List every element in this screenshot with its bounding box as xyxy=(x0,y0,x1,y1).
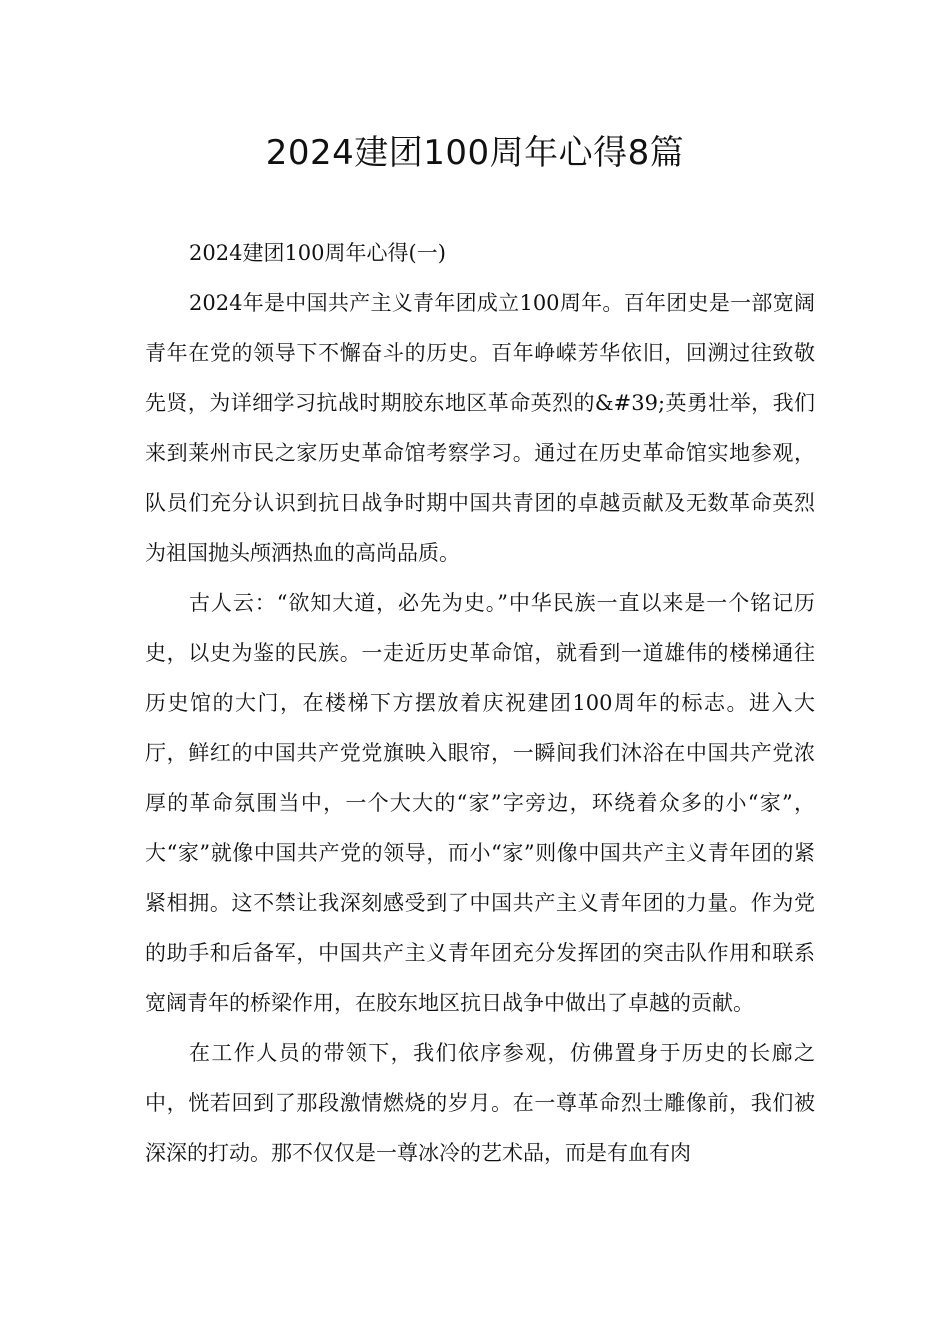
paragraph-1: 2024年是中国共产主义青年团成立100周年。百年团史是一部宽阔青年在党的领导下不懈奋斗的历史。百年峥嵘芳华依旧，回溯过往致敬先贤，为详细学习抗战时期胶东地区革命英烈的&#39;英勇壮举，我们来到莱州市民之家历史革命馆考察学习。通过在历史革命馆实地参观，队员们充分认识到抗日战争时期中国共青团的卓越贡献及无数革命英烈为祖国抛头颅洒热血的高尚品质。 xyxy=(145,291,815,565)
document-body xyxy=(145,228,815,1178)
paragraph-3: 在工作人员的带领下，我们依序参观，仿佛置身于历史的长廊之中，恍若回到了那段激情燃烧的岁月。在一尊革命烈士雕像前，我们被深深的打动。那不仅仅是一尊冰冷的艺术品，而是有血有肉 xyxy=(145,1041,815,1165)
document-title: 2024建团100周年心得8篇 xyxy=(265,133,685,173)
section-heading: 2024建团100周年心得(一) xyxy=(189,241,446,265)
paragraph-2: 古人云：“欲知大道，必先为史。”中华民族一直以来是一个铭记历史，以史为鉴的民族。一走近历史革命馆，就看到一道雄伟的楼梯通往历史馆的大门，在楼梯下方摆放着庆祝建团100周年的标志。进入大厅，鲜红的中国共产党党旗映入眼帘，一瞬间我们沐浴在中国共产党浓厚的革命氛围当中，一个大大的“家”字旁边，环绕着众多的小“家”，大“家”就像中国共产党的领导，而小“家”则像中国共产主义青年团的紧紧相拥。这不禁让我深刻感受到了中国共产主义青年团的力量。作为党的助手和后备军，中国共产主义青年团充分发挥团的突击队作用和联系宽阔青年的桥梁作用，在胶东地区抗日战争中做出了卓越的贡献。 xyxy=(145,591,815,1015)
